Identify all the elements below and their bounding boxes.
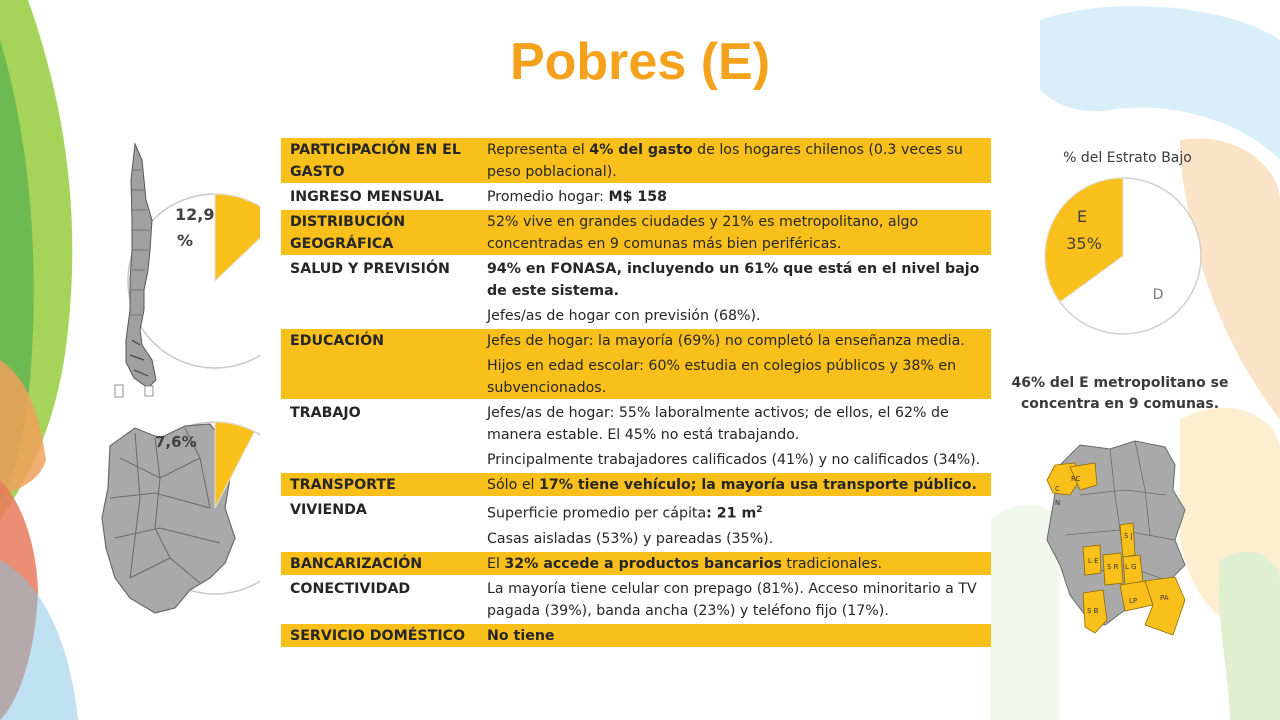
row-value-line [487,449,985,471]
santiago-pie-chart [60,418,260,623]
comuna-label-lg: L G [1125,563,1137,571]
table-row [281,256,991,328]
page-title: Pobres (E) [509,33,771,91]
comuna-label-le: L E [1088,557,1099,565]
cell-text-part: 4% del gasto [589,142,693,158]
cell-text-part: Sólo el [487,477,539,493]
cell-text-part: Jefes/as de hogar: 55% laboralmente activos; de ellos, el 62% de manera estable. El 45% no está trabajando. [487,405,949,443]
row-value-line [487,355,985,399]
comuna-label-lp: LP [1129,597,1138,605]
profile-table [281,138,991,649]
cell-text-part: Jefes/as de hogar con previsión (68%). [487,308,761,324]
cell-text-part: de los hogares chilenos (0.3 veces su peso poblacional). [487,142,963,180]
table-row [281,576,991,623]
cell-text-part: 32% accede a productos bancarios [504,555,782,572]
row-label: SERVICIO DOMÉSTICO [281,623,483,648]
pie3-d-label: D [1152,287,1164,303]
comuna-label-sr: S R [1107,563,1119,571]
row-value [483,256,991,328]
estrato-bajo-pie-chart [1030,172,1210,352]
cell-text-part: 94% en FONASA, incluyendo un 61% que está en el nivel bajo de este sistema. [487,261,980,299]
row-label: VIVIENDA [281,497,483,551]
table-row [281,472,991,497]
row-value-line [487,625,985,647]
table-row [281,209,991,256]
row-value [483,576,991,623]
row-value-line [487,528,985,550]
row-value-line [487,305,985,327]
row-label: SALUD Y PREVISIÓN [281,256,483,328]
row-value-line [487,258,985,302]
cell-text-part: 17% tiene vehículo; la mayoría usa transporte público. [539,477,977,493]
row-value [483,209,991,256]
pie2-label: 7,6% [155,433,197,451]
cell-text-part: : 21 m [706,505,757,522]
row-value-line [487,402,985,446]
row-value [483,328,991,400]
cell-text-part: Casas aisladas (53%) y pareadas (35%). [487,530,774,547]
row-value [483,400,991,472]
row-label: DISTRIBUCIÓN GEOGRÁFICA [281,209,483,256]
row-value-line [487,474,985,496]
table-row [281,551,991,576]
row-label: TRABAJO [281,400,483,472]
row-value-line [487,139,985,183]
row-label: CONECTIVIDAD [281,576,483,623]
cell-text-part: M$ 158 [608,189,667,205]
row-value-line [487,578,985,622]
row-value-line [487,553,985,575]
cell-text-part: El [487,555,505,572]
table-row [281,497,991,551]
cell-text-part: No tiene [487,627,555,644]
row-value [483,623,991,648]
comunas-map [1025,435,1215,640]
comuna-label-sb: S B [1087,607,1099,615]
comuna-label-pa: PA [1160,594,1169,602]
cell-text-part: Hijos en edad escolar: 60% estudia en colegios públicos y 38% en subvencionados. [487,358,957,396]
table-row [281,138,991,184]
cell-text-part: tradicionales. [781,555,883,572]
pie1-label-b: % [177,231,194,250]
pie3-e-value: 35% [1066,234,1102,253]
row-value [483,184,991,209]
pie3-e-label: E [1076,207,1088,226]
row-label: BANCARIZACIÓN [281,551,483,576]
chile-pie-chart [60,140,260,402]
row-value [483,138,991,184]
cell-text-part: 2 [756,505,763,515]
row-value [483,472,991,497]
table-row [281,328,991,400]
pie1-label-a: 12,9 [175,205,215,224]
cell-text-part: 52% vive en grandes ciudades y 21% es metropolitano, algo concentradas en 9 comunas más bien periféricas. [487,214,919,252]
table-row [281,400,991,472]
row-value [483,551,991,576]
row-label: INGRESO MENSUAL [281,184,483,209]
metro-note: 46% del E metropolitano se concentra en 9 comunas. [1011,375,1229,412]
cell-text-part: Principalmente trabajadores calificados (41%) y no calificados (34%). [487,452,981,468]
row-label: TRANSPORTE [281,472,483,497]
table-row [281,623,991,648]
comuna-label-n: N [1055,499,1061,507]
row-label: PARTICIPACIÓN EN EL GASTO [281,138,483,184]
row-value-line [487,186,985,208]
cell-text-part: Promedio hogar: [487,189,609,205]
cell-text-part: Superficie promedio per cápita [487,505,707,522]
row-value [483,497,991,551]
row-value-line [487,211,985,255]
right-chart-title: % del Estrato Bajo [1063,150,1192,166]
row-label: EDUCACIÓN [281,328,483,400]
cell-text-part: Representa el [487,142,590,158]
row-value-line [487,499,985,525]
comuna-label-sj: S J [1124,532,1133,540]
comuna-label-c: C [1055,485,1060,493]
comuna-label-rc: RC [1071,475,1081,483]
table-row [281,184,991,209]
row-value-line [487,330,985,352]
cell-text-part: Jefes de hogar: la mayoría (69%) no completó la enseñanza media. [487,333,965,349]
cell-text-part: La mayoría tiene celular con prepago (81%). Acceso minoritario a TV pagada (39%), banda ancha (23%) y teléfono fijo (17%). [487,580,977,619]
